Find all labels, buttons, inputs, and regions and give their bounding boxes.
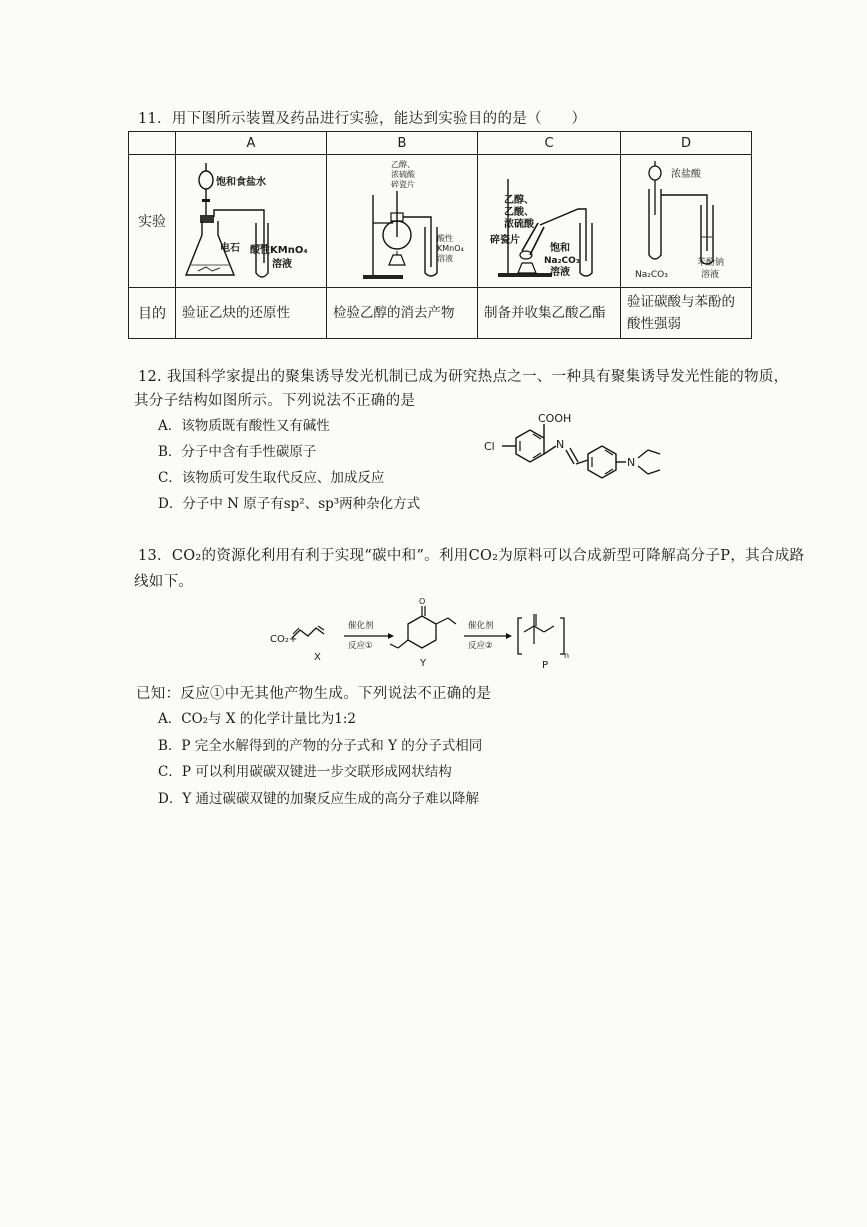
cooh-label: COOH xyxy=(538,412,572,425)
purpose-d-line1: 验证碳酸与苯酚的 xyxy=(627,294,735,310)
col-header-d: D xyxy=(621,132,752,155)
q12-option-b: B．分子中含有手性碳原子 xyxy=(158,444,317,460)
p-label: P xyxy=(542,660,549,671)
q12-stem-line2: 其分子结构如图所示。下列说法不正确的是 xyxy=(134,393,416,409)
label-b-l1: 乙醇、 xyxy=(391,160,415,169)
q13-reaction-scheme xyxy=(268,596,568,674)
apparatus-a-drawing xyxy=(176,155,326,283)
label-a-reagent: 饱和食盐水 xyxy=(216,177,266,188)
apparatus-c xyxy=(478,155,621,288)
label-b-l3: 碎瓷片 xyxy=(391,180,415,189)
q11-stem: 11．用下图所示装置及药品进行实验，能达到实验目的的是（ ） xyxy=(138,111,587,127)
label-a-solid: 电石 xyxy=(220,243,240,254)
arrow2-reaction: 反应② xyxy=(468,641,493,651)
q12-molecule xyxy=(480,412,680,486)
purpose-c: 制备并收集乙酸乙酯 xyxy=(478,288,621,339)
q13-stem-line2: 线如下。 xyxy=(134,574,194,590)
label-d-top: 浓盐酸 xyxy=(671,169,701,180)
co2-label: CO₂+ xyxy=(270,634,298,645)
apparatus-d-drawing xyxy=(621,155,751,283)
label-d-r1: 苯酚钠 xyxy=(697,258,725,268)
apparatus-c-drawing xyxy=(478,155,620,283)
x-label: X xyxy=(314,652,321,663)
col-header-a: A xyxy=(176,132,327,155)
q12-option-c: C．该物质可发生取代反应、加成反应 xyxy=(158,470,385,486)
q13-option-c: C．P 可以利用碳碳双键进一步交联形成网状结构 xyxy=(158,764,452,780)
label-a-tube2: 溶液 xyxy=(272,259,292,270)
label-b-l2: 浓硫酸 xyxy=(391,170,415,179)
label-c-l3: 浓硫酸 xyxy=(504,219,534,230)
label-b-t1: 酸性 xyxy=(437,234,453,243)
col-header-c: C xyxy=(478,132,621,155)
y-label: Y xyxy=(420,658,427,669)
q12-option-a: A．该物质既有酸性又有碱性 xyxy=(158,418,330,434)
arrow1-catalyst: 催化剂 xyxy=(348,621,374,631)
label-a-tube: 酸性KMnO₄ xyxy=(250,245,308,256)
apparatus-a xyxy=(176,155,327,288)
purpose-a: 验证乙炔的还原性 xyxy=(176,288,327,339)
y-carbonyl-o: O xyxy=(419,597,426,606)
imine-n-label: N xyxy=(556,438,565,451)
row-label-experiment: 实验 xyxy=(129,155,176,288)
purpose-d xyxy=(621,288,752,339)
amine-n-label: N xyxy=(627,456,636,469)
q12-option-d: D．分子中 N 原子有sp²、sp³两种杂化方式 xyxy=(158,496,421,512)
apparatus-d xyxy=(621,155,752,288)
q13-option-a: A．CO₂与 X 的化学计量比为1:2 xyxy=(158,711,356,727)
q13-option-d: D．Y 通过碳碳双键的加聚反应生成的高分子难以降解 xyxy=(158,791,480,807)
label-d-r2: 溶液 xyxy=(701,270,720,280)
label-c-r3: 溶液 xyxy=(550,267,570,278)
label-c-l2: 乙酸、 xyxy=(504,207,534,218)
label-b-t3: 溶液 xyxy=(437,254,453,263)
label-c-r2: Na₂CO₃ xyxy=(544,256,580,266)
q13-option-b: B．P 完全水解得到的产物的分子式和 Y 的分子式相同 xyxy=(158,738,483,754)
q11-table xyxy=(128,131,752,339)
q12-stem-line1: 12. 我国科学家提出的聚集诱导发光机制已成为研究热点之一、一种具有聚集诱导发光性能的物质， xyxy=(138,369,789,385)
col-header-b: B xyxy=(327,132,478,155)
arrow2-catalyst: 催化剂 xyxy=(468,621,494,631)
q13-known: 已知：反应①中无其他产物生成。下列说法不正确的是 xyxy=(136,686,492,702)
label-c-l1: 乙醇、 xyxy=(504,195,534,206)
cl-atom-label: Cl xyxy=(484,440,495,453)
table-corner xyxy=(129,132,176,155)
row-label-purpose: 目的 xyxy=(129,288,176,339)
p-subscript-n: n xyxy=(564,651,570,660)
apparatus-b-drawing xyxy=(327,155,477,283)
purpose-b: 检验乙醇的消去产物 xyxy=(327,288,478,339)
arrow1-reaction: 反应① xyxy=(348,641,373,651)
label-d-left: Na₂CO₃ xyxy=(635,270,668,280)
label-c-r1: 饱和 xyxy=(550,243,570,254)
purpose-d-line2: 酸性强弱 xyxy=(627,316,681,332)
label-c-l4: 碎瓷片 xyxy=(490,235,520,246)
apparatus-b xyxy=(327,155,478,288)
q13-stem-line1: 13．CO₂的资源化利用有利于实现“碳中和”。利用CO₂为原料可以合成新型可降解高分子P，其合成路 xyxy=(138,548,805,564)
label-b-t2: KMnO₄ xyxy=(437,244,464,253)
